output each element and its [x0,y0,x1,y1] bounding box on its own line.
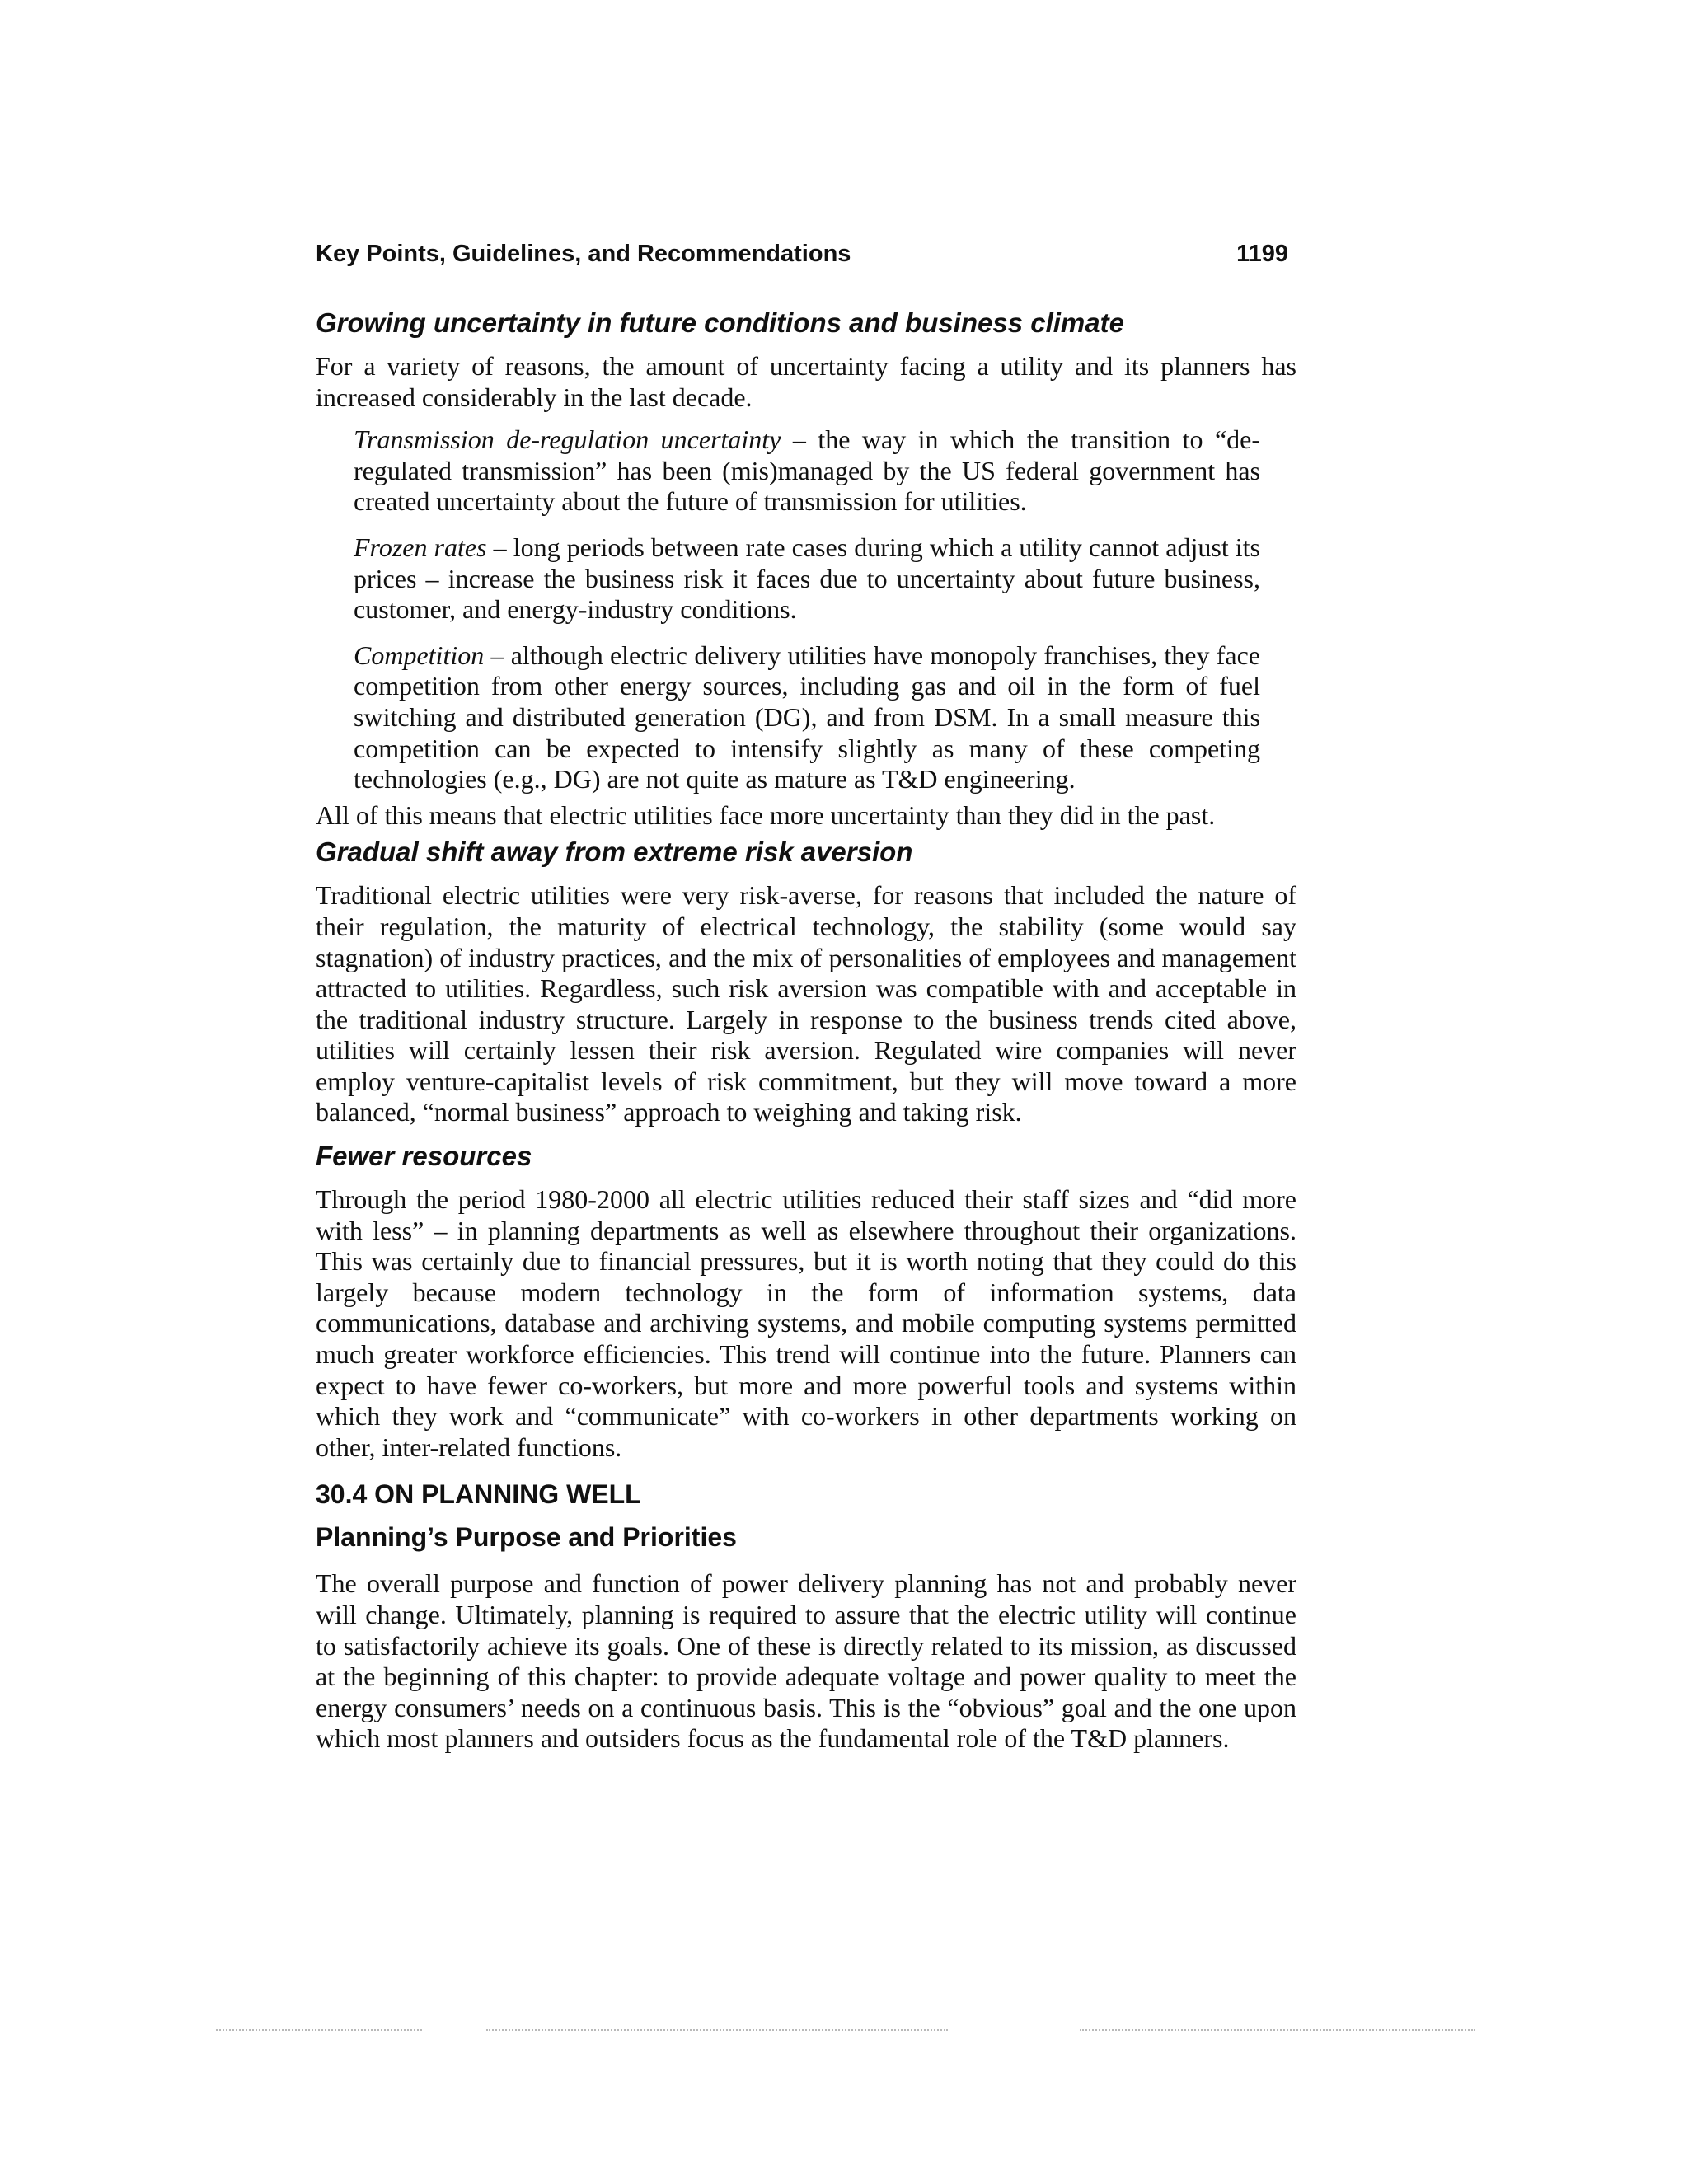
item-text: – long periods between rate cases during which a utility cannot adjust its prices – increase the business risk it faces due to uncertainty about future business, customer, and energy-industry conditions. [354,532,1261,625]
item-text: – the way in which the transition to “de-regulated transmission” has been (mis)managed by the US federal government has created uncertainty about the future of transmission for utilities. [354,424,1261,517]
running-title: Key Points, Guidelines, and Recommendations [316,241,851,267]
paragraph-uncertainty-intro: For a variety of reasons, the amount of uncertainty facing a utility and its planners has increased considerably in the last decade. [316,351,1296,412]
heading-planning-purpose: Planning’s Purpose and Priorities [316,1522,737,1553]
item-competition [354,640,1260,795]
heading-fewer-resources: Fewer resources [316,1141,532,1172]
paragraph-uncertainty-conclusion: All of this means that electric utilities face more uncertainty than they did in the past. [316,799,1216,830]
item-text: – although electric delivery utilities have monopoly franchises, they face competition from other energy sources, including gas and oil in the form of fuel switching and distributed generation (DG), and from DSM. In a small measure this competition can be expected to intensify slightly as many of these competing technologies (e.g., DG) are not quite as mature as T&D engineering. [354,640,1260,794]
section-title-planning-well: 30.4 ON PLANNING WELL [316,1479,641,1510]
item-term: Frozen rates [354,532,487,562]
item-transmission-deregulation [354,424,1260,518]
heading-growing-uncertainty: Growing uncertainty in future conditions and business climate [316,307,1124,338]
item-frozen-rates [354,532,1260,626]
scan-artifact-rule-right [1080,2029,1475,2031]
item-term: Competition [354,640,485,670]
book-page [316,237,1296,1766]
paragraph-planning-purpose: The overall purpose and function of power delivery planning has not and probably never will change. Ultimately, planning is required to assure that the electric utility will continue to satisfactorily achieve its goals. One of these is directly related to its mission, as discussed at the beginning of this chapter: to provide adequate voltage and power quality to meet the energy consumers’ needs on a continuous basis. This is the “obvious” goal and the one upon which most planners and outsiders focus as the fundamental role of the T&D planners. [316,1568,1296,1754]
scan-artifact-rule-left [216,2029,422,2031]
paragraph-fewer-resources: Through the period 1980-2000 all electric utilities reduced their staff sizes and “did more with less” – in planning departments as well as elsewhere throughout their organizations. This was certainly due to financial pressures, but it is worth noting that they could do this largely because modern technology in the form of information systems, data communications, database and archiving systems, and mobile computing systems permitted much greater workforce efficiencies. This trend will continue into the future. Planners can expect to have fewer co-workers, but more and more powerful tools and systems within which they work and “communicate” with co-workers in other departments working on other, inter-related functions. [316,1184,1296,1462]
heading-risk-aversion: Gradual shift away from extreme risk aversion [316,837,913,868]
scan-artifact-rule-middle [486,2029,948,2031]
paragraph-risk-aversion: Traditional electric utilities were very risk-averse, for reasons that included the nature of their regulation, the maturity of electrical technology, the stability (some would say stagnation) of industry practices, and the mix of personalities of employees and management attracted to utilities. Regardless, such risk aversion was compatible with and acceptable in the traditional industry structure. Largely in response to the business trends cited above, utilities will certainly lessen their risk aversion. Regulated wire companies will never employ venture-capitalist levels of risk commitment, but they will move toward a more balanced, “normal business” approach to weighing and taking risk. [316,880,1296,1127]
item-term: Transmission de-regulation uncertainty [354,424,781,455]
page-number: 1199 [1236,241,1288,267]
running-header [316,237,1296,270]
